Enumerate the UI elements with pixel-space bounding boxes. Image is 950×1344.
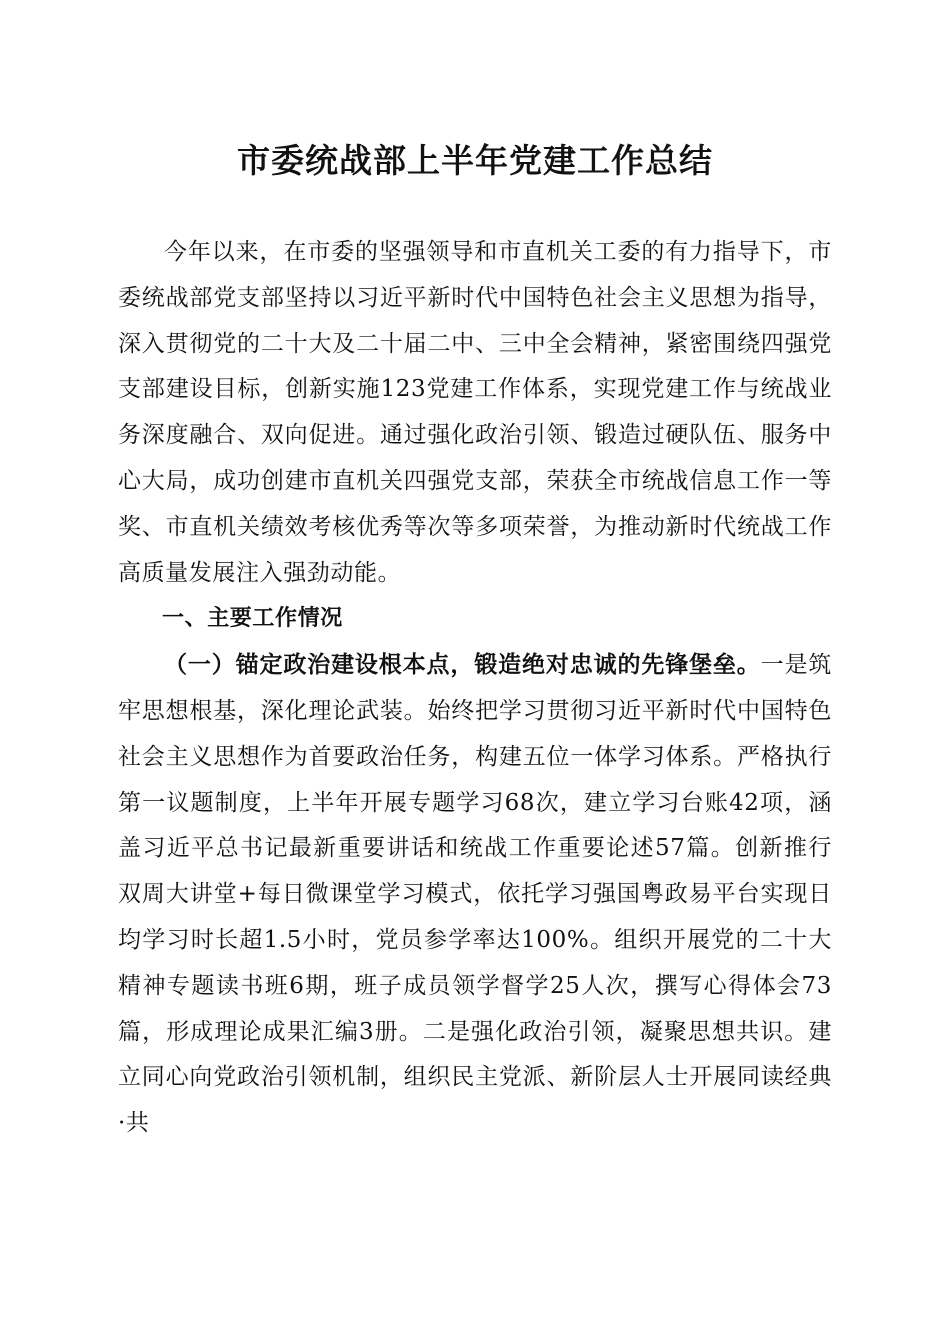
subsection-body: 一是筑牢思想根基，深化理论武装。始终把学习贯彻习近平新时代中国特色社会主义思想作为首要政治任务，构建五位一体学习体系。严格执行第一议题制度，上半年开展专题学习68次，建立学习台账42项，涵盖习近平总书记最新重要讲话和统战工作重要论述57篇。创新推行双周大讲堂+每日微课堂学习模式，依托学习强国粤政易平台实现日均学习时长超1.5小时，党员参学率达100%。组织开展党的二十大精神专题读书班6期，班子成员领学督学25人次，撰写心得体会73篇，形成理论成果汇编3册。二是强化政治引领，凝聚思想共识。建立同心向党政治引领机制，组织民主党派、新阶层人士开展同读经典·共 [118, 652, 832, 1137]
subsection-paragraph [118, 642, 832, 1147]
section-heading: 一、主要工作情况 [162, 606, 343, 632]
document-title: 市委统战部上半年党建工作总结 [237, 141, 713, 180]
subsection-heading: （一）锚定政治建设根本点，锻造绝对忠诚的先锋堡垒。 [164, 651, 761, 679]
document-body [118, 230, 832, 1147]
intro-paragraph: 今年以来，在市委的坚强领导和市直机关工委的有力指导下，市委统战部党支部坚持以习近平新时代中国特色社会主义思想为指导，深入贯彻党的二十大及二十届二中、三中全会精神，紧密围绕四强党支部建设目标，创新实施123党建工作体系，实现党建工作与统战业务深度融合、双向促进。通过强化政治引领、锻造过硬队伍、服务中心大局，成功创建市直机关四强党支部，荣获全市统战信息工作一等奖、市直机关绩效考核优秀等次等多项荣誉，为推动新时代统战工作高质量发展注入强劲动能。 [118, 239, 832, 586]
